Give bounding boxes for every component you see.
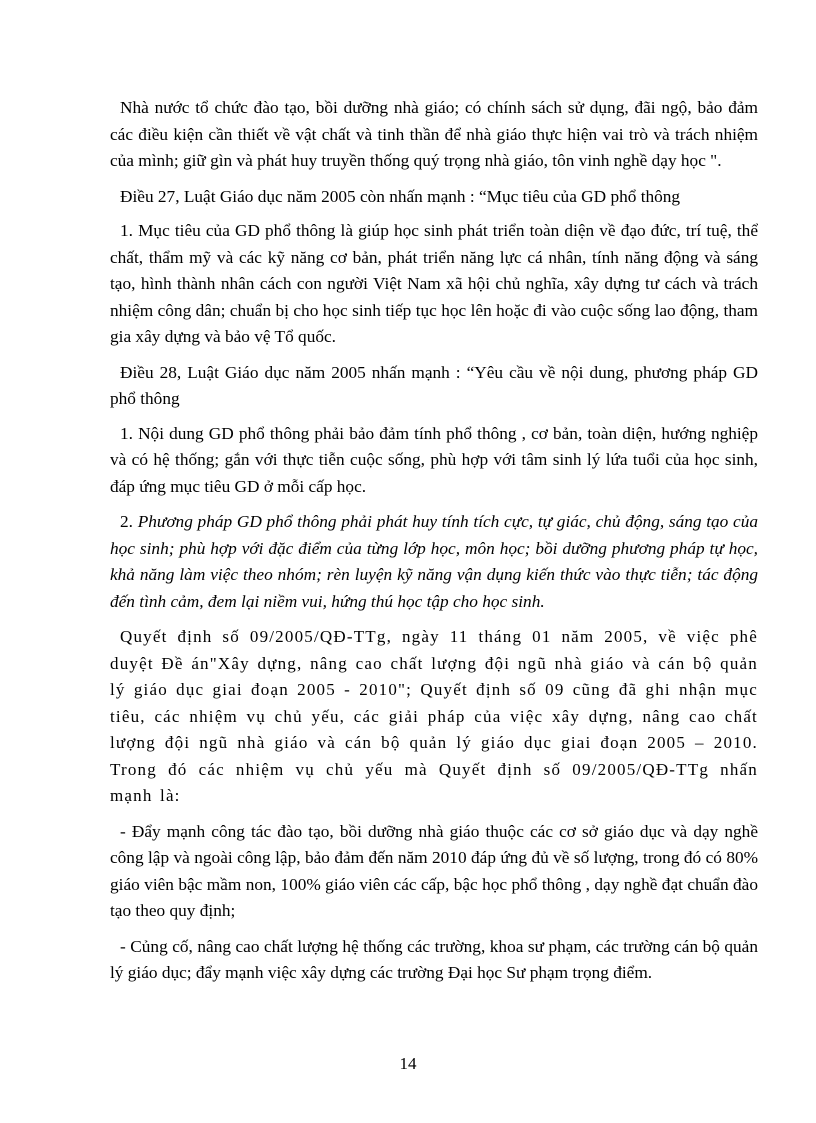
paragraph-article-28-intro: Điều 28, Luật Giáo dục năm 2005 nhấn mạnh : “Yêu cầu về nội dung, phương pháp GD phổ thông [110, 362, 758, 408]
item-number: 2. [120, 512, 133, 531]
document-body [110, 95, 758, 996]
paragraph-article-27-intro: Điều 27, Luật Giáo dục năm 2005 còn nhấn mạnh : “Mục tiêu của GD phổ thông [120, 186, 681, 206]
paragraph-task-teacher-training: - Đẩy mạnh công tác đào tạo, bồi dưỡng nhà giáo thuộc các cơ sở giáo dục và dạy nghề công lập và ngoài công lập, bảo đảm đến năm 2010 đáp ứng đủ về số lượng, trong đó có 80% giáo viên bậc mầm non, 100% giáo viên các cấp, bậc học phổ thông , dạy nghề đạt chuẩn đào tạo theo quy định; [110, 821, 758, 920]
paragraph-article-28-item-1: 1. Nội dung GD phổ thông phải bảo đảm tính phổ thông , cơ bản, toàn diện, hướng nghiệp và có hệ thống; gắn với thực tiễn cuộc sống, phù hợp với tâm sinh lý lứa tuổi của học sinh, đáp ứng mục tiêu GD ở mỗi cấp học. [110, 423, 758, 496]
paragraph-teacher-policy: Nhà nước tổ chức đào tạo, bồi dưỡng nhà giáo; có chính sách sử dụng, đãi ngộ, bảo đảm các điều kiện cần thiết về vật chất và tinh thần để nhà giáo thực hiện vai trò và trách nhiệm của mình; giữ gìn và phát huy truyền thống quý trọng nhà giáo, tôn vinh nghề dạy học ". [110, 98, 758, 170]
item-two-text: Phương pháp GD phổ thông phải phát huy tính tích cực, tự giác, chủ động, sáng tạo của học sinh; phù hợp với đặc điểm của từng lớp học, môn học; bồi dưỡng phương pháp tự học, khả năng làm việc theo nhóm; rèn luyện kỹ năng vận dụng kiến thức vào thực tiễn; tác động đến tình cảm, đem lại niềm vui, hứng thú học tập cho học sinh. [110, 512, 758, 611]
paragraph-article-27-item-1: 1. Mục tiêu của GD phổ thông là giúp học sinh phát triển toàn diện về đạo đức, trí tuệ, thể chất, thẩm mỹ và các kỹ năng cơ bản, phát triển năng lực cá nhân, tính năng động và sáng tạo, hình thành nhân cách con người Việt Nam xã hội chủ nghĩa, xây dựng tư cách và trách nhiệm công dân; chuẩn bị cho học sinh tiếp tục học lên hoặc đi vào cuộc sống lao động, tham gia xây dựng và bảo vệ Tổ quốc. [110, 221, 758, 346]
page-number: 14 [399, 1054, 417, 1073]
paragraph-task-pedagogy-schools: - Củng cố, nâng cao chất lượng hệ thống các trường, khoa sư phạm, các trường cán bộ quản lý giáo dục; đẩy mạnh việc xây dựng các trường Đại học Sư phạm trọng điểm. [110, 936, 758, 982]
paragraph-article-28-item-2 [110, 509, 758, 615]
paragraph-decision-09: Quyết định số 09/2005/QĐ-TTg, ngày 11 tháng 01 năm 2005, về việc phê duyệt Đề án"Xây dựng, nâng cao chất lượng đội ngũ nhà giáo và cán bộ quản lý giáo dục giai đoạn 2005 - 2010"; Quyết định số 09 cũng đã ghi nhận mục tiêu, các nhiệm vụ chủ yếu, các giải pháp của việc xây dựng, nâng cao chất lượng đội ngũ nhà giáo và cán bộ quản lý giáo dục giai đoạn 2005 – 2010. Trong đó các nhiệm vụ chủ yếu mà Quyết định số 09/2005/QĐ-TTg nhấn mạnh là: [110, 627, 758, 805]
